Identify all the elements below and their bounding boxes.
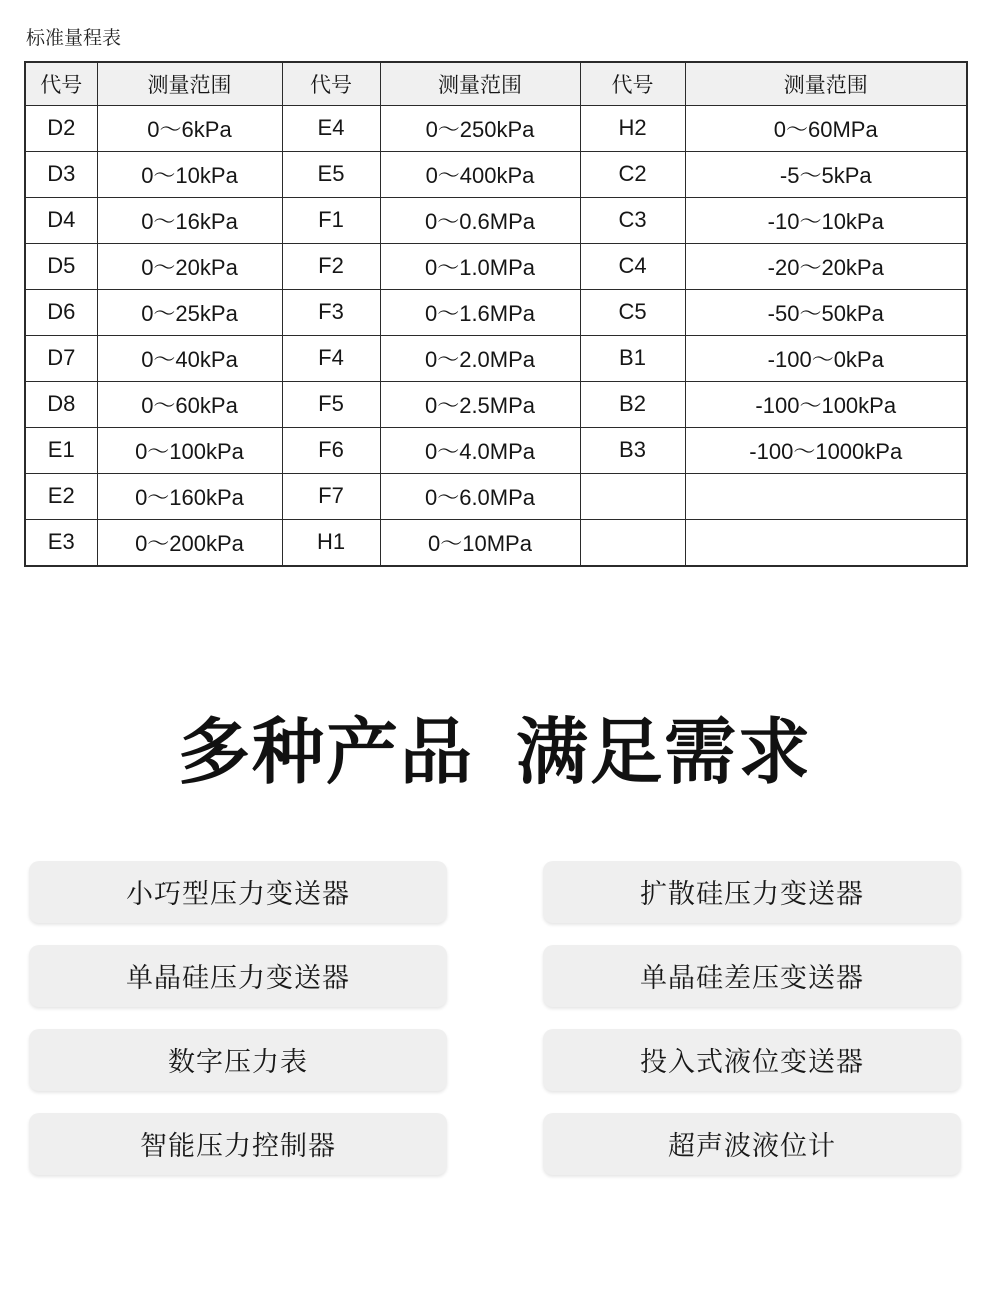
table-cell: F7 <box>282 473 380 519</box>
table-row <box>25 197 967 243</box>
headline-right: 满足需求 <box>516 712 813 793</box>
table-cell: 0～100kPa <box>97 427 282 473</box>
table-cell <box>580 473 685 519</box>
table-cell: -100～0kPa <box>685 335 967 381</box>
table-row <box>25 381 967 427</box>
table-cell: C2 <box>580 151 685 197</box>
table-cell: 0～1.0MPa <box>380 243 580 289</box>
table-cell: 0～0.6MPa <box>380 197 580 243</box>
table-cell: 0～10kPa <box>97 151 282 197</box>
table-row <box>25 335 967 381</box>
table-cell: -5～5kPa <box>685 151 967 197</box>
table-cell: 0～160kPa <box>97 473 282 519</box>
table-cell: 0～25kPa <box>97 289 282 335</box>
table-cell: -10～10kPa <box>685 197 967 243</box>
table-cell: E2 <box>25 473 97 519</box>
table-row <box>25 151 967 197</box>
table-header-cell: 测量范围 <box>685 62 967 106</box>
table-cell: -50～50kPa <box>685 289 967 335</box>
product-list <box>29 861 961 1175</box>
table-header-row <box>25 62 967 106</box>
section-headline <box>0 712 990 793</box>
table-cell: F3 <box>282 289 380 335</box>
table-cell: F6 <box>282 427 380 473</box>
table-row <box>25 289 967 335</box>
table-cell: 0～16kPa <box>97 197 282 243</box>
list-item[interactable]: 数字压力表 <box>29 1029 447 1091</box>
table-cell: 0～2.5MPa <box>380 381 580 427</box>
table-cell: D6 <box>25 289 97 335</box>
table-cell: B2 <box>580 381 685 427</box>
table-cell: D4 <box>25 197 97 243</box>
table-cell: D3 <box>25 151 97 197</box>
table-cell: E5 <box>282 151 380 197</box>
list-item[interactable]: 单晶硅压力变送器 <box>29 945 447 1007</box>
table-cell: D5 <box>25 243 97 289</box>
table-cell: 0～40kPa <box>97 335 282 381</box>
table-row <box>25 519 967 566</box>
table-cell: -100～100kPa <box>685 381 967 427</box>
list-item[interactable]: 小巧型压力变送器 <box>29 861 447 923</box>
table-cell: D8 <box>25 381 97 427</box>
table-caption: 标准量程表 <box>26 28 122 49</box>
table-cell <box>580 519 685 566</box>
table-cell: 0～400kPa <box>380 151 580 197</box>
list-item[interactable]: 智能压力控制器 <box>29 1113 447 1175</box>
table-cell <box>685 519 967 566</box>
list-item[interactable]: 投入式液位变送器 <box>543 1029 961 1091</box>
table-row <box>25 243 967 289</box>
table-cell: C3 <box>580 197 685 243</box>
table-header-cell: 代号 <box>580 62 685 106</box>
table-cell: E1 <box>25 427 97 473</box>
table-cell: 0～4.0MPa <box>380 427 580 473</box>
table-cell: B1 <box>580 335 685 381</box>
table-cell: 0～10MPa <box>380 519 580 566</box>
table-cell: 0～1.6MPa <box>380 289 580 335</box>
table-cell: F5 <box>282 381 380 427</box>
table-cell: E4 <box>282 105 380 151</box>
table-header-cell: 测量范围 <box>97 62 282 106</box>
table-cell: -20～20kPa <box>685 243 967 289</box>
table-cell: D7 <box>25 335 97 381</box>
table-cell: H1 <box>282 519 380 566</box>
headline-left: 多种产品 <box>177 712 474 793</box>
table-cell: 0～250kPa <box>380 105 580 151</box>
table-cell: D2 <box>25 105 97 151</box>
table-header-cell: 代号 <box>282 62 380 106</box>
table-cell: 0～60MPa <box>685 105 967 151</box>
table-cell: F2 <box>282 243 380 289</box>
range-table-section <box>0 0 990 567</box>
table-cell: C5 <box>580 289 685 335</box>
table-row <box>25 105 967 151</box>
table-cell: H2 <box>580 105 685 151</box>
table-cell: 0～60kPa <box>97 381 282 427</box>
table-cell: 0～6kPa <box>97 105 282 151</box>
table-header-cell: 代号 <box>25 62 97 106</box>
standard-range-table <box>24 61 968 567</box>
table-cell: B3 <box>580 427 685 473</box>
table-cell: F4 <box>282 335 380 381</box>
table-row <box>25 473 967 519</box>
table-row <box>25 427 967 473</box>
table-cell: F1 <box>282 197 380 243</box>
table-cell: -100～1000kPa <box>685 427 967 473</box>
list-item[interactable]: 扩散硅压力变送器 <box>543 861 961 923</box>
table-cell: C4 <box>580 243 685 289</box>
list-item[interactable]: 单晶硅差压变送器 <box>543 945 961 1007</box>
table-header-cell: 测量范围 <box>380 62 580 106</box>
list-item[interactable]: 超声波液位计 <box>543 1113 961 1175</box>
table-cell: 0～200kPa <box>97 519 282 566</box>
table-cell <box>685 473 967 519</box>
table-cell: E3 <box>25 519 97 566</box>
table-cell: 0～6.0MPa <box>380 473 580 519</box>
table-cell: 0～2.0MPa <box>380 335 580 381</box>
table-cell: 0～20kPa <box>97 243 282 289</box>
